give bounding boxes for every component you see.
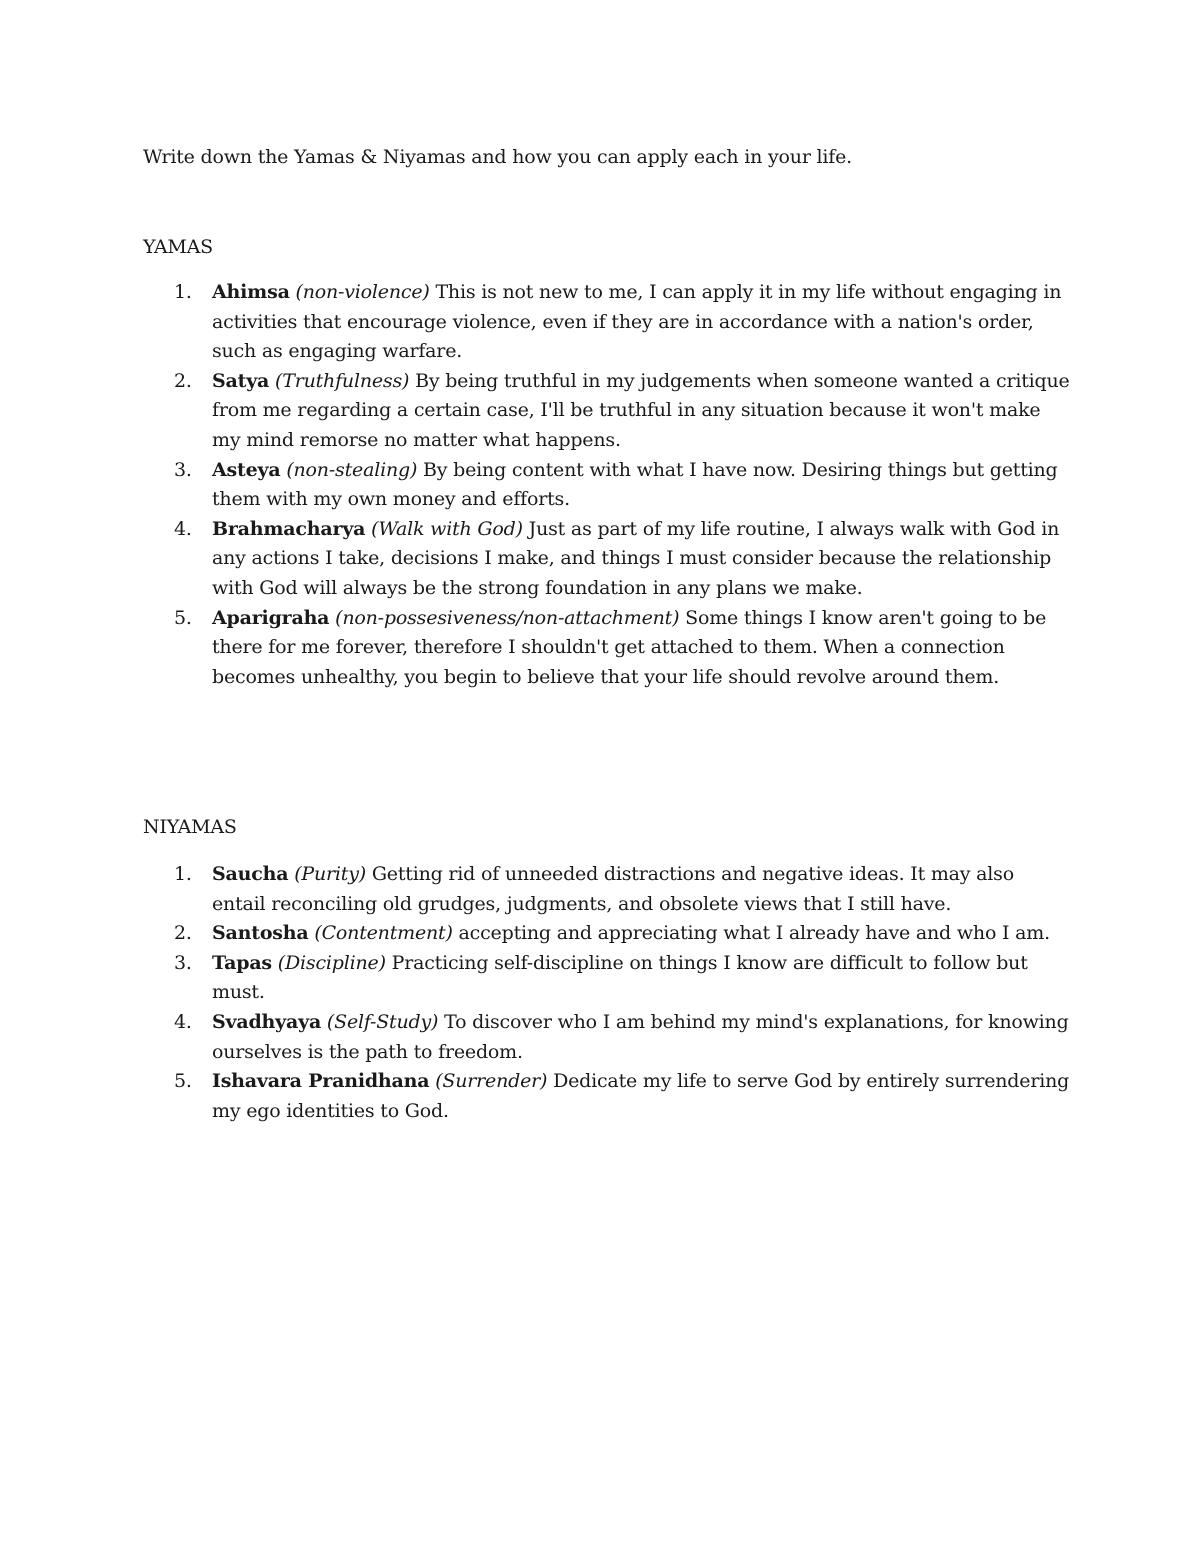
yamas-list-item (174, 515, 1072, 604)
list-item-text: By being content with what I have now. Desiring things but getting them with my own money and efforts. (212, 458, 1058, 511)
list-item-gloss: (Truthfulness) (275, 369, 410, 392)
list-item-number: 2. (174, 922, 192, 945)
list-item-term: Satya (212, 369, 270, 392)
list-item-number: 1. (174, 281, 192, 303)
list-item-term: Aparigraha (212, 606, 330, 629)
list-item-term: Svadhyaya (212, 1010, 322, 1033)
list-item-number: 3. (174, 951, 192, 974)
list-item-text: Getting rid of unneeded distractions and negative ideas. It may also entail reconciling old grudges, judgments, and obsolete views that I still have. (212, 863, 1014, 915)
list-item-gloss: (non-possesiveness/non-attachment) (335, 606, 680, 629)
list-item-number: 5. (174, 1070, 192, 1093)
list-item-gloss: (non-stealing) (286, 458, 418, 481)
list-item-text: Dedicate my life to serve God by entirely surrendering my ego identities to God. (212, 1070, 1070, 1122)
list-item-gloss: (Discipline) (277, 951, 386, 974)
list-item-text: To discover who I am behind my mind's explanations, for knowing ourselves is the path to freedom. (212, 1010, 1069, 1063)
list-item-term: Tapas (212, 951, 272, 974)
list-item-gloss: (Walk with God) (371, 517, 523, 540)
list-item-text: Some things I know aren't going to be there for me forever, therefore I shouldn't get attached to them. When a connection becomes unhealthy, you begin to believe that your life should revolve around them. (212, 606, 1047, 688)
yamas-list (174, 278, 1072, 692)
list-item-term: Santosha (212, 922, 309, 945)
list-item-number: 3. (174, 458, 192, 481)
list-item-term: Ahimsa (212, 281, 290, 303)
yamas-list-item (174, 278, 1072, 367)
yamas-heading: YAMAS (143, 236, 213, 258)
niyamas-list-item (174, 860, 1072, 919)
list-item-number: 1. (174, 863, 192, 885)
niyamas-heading: NIYAMAS (143, 816, 237, 838)
niyamas-list (174, 860, 1072, 1126)
list-item-text: Practicing self-discipline on things I know are difficult to follow but must. (212, 951, 1028, 1004)
yamas-list-item (174, 604, 1072, 693)
instruction-text: Write down the Yamas & Niyamas and how you can apply each in your life. (143, 146, 853, 168)
niyamas-list-item (174, 949, 1072, 1008)
list-item-text: By being truthful in my judgements when someone wanted a critique from me regarding a certain case, I'll be truthful in any situation because it won't make my mind remorse no matter what happens. (212, 369, 1070, 451)
list-item-term: Asteya (212, 458, 281, 481)
list-item-gloss: (Surrender) (435, 1070, 548, 1093)
list-item-gloss: (Contentment) (314, 922, 453, 945)
list-item-gloss: (Self-Study) (326, 1010, 439, 1033)
list-item-number: 5. (174, 606, 192, 629)
yamas-list-item (174, 456, 1072, 515)
niyamas-list-item (174, 1067, 1072, 1126)
list-item-text: accepting and appreciating what I already have and who I am. (458, 922, 1050, 945)
niyamas-list-item (174, 1008, 1072, 1067)
niyamas-list-item (174, 919, 1072, 949)
list-item-term: Ishavara Pranidhana (212, 1070, 430, 1093)
list-item-term: Saucha (212, 863, 289, 885)
list-item-term: Brahmacharya (212, 517, 366, 540)
list-item-text: This is not new to me, I can apply it in my life without engaging in activities that encourage violence, even if they are in accordance with a nation's order, such as engaging warfare. (212, 281, 1062, 363)
list-item-number: 2. (174, 369, 192, 392)
yamas-list-item (174, 367, 1072, 456)
list-item-number: 4. (174, 1010, 192, 1033)
list-item-gloss: (non-violence) (295, 281, 430, 303)
list-item-text: Just as part of my life routine, I always walk with God in any actions I take, decisions I make, and things I must consider because the relationship with God will always be the strong foundation in any plans we make. (212, 517, 1060, 599)
list-item-gloss: (Purity) (294, 863, 366, 885)
list-item-number: 4. (174, 517, 192, 540)
